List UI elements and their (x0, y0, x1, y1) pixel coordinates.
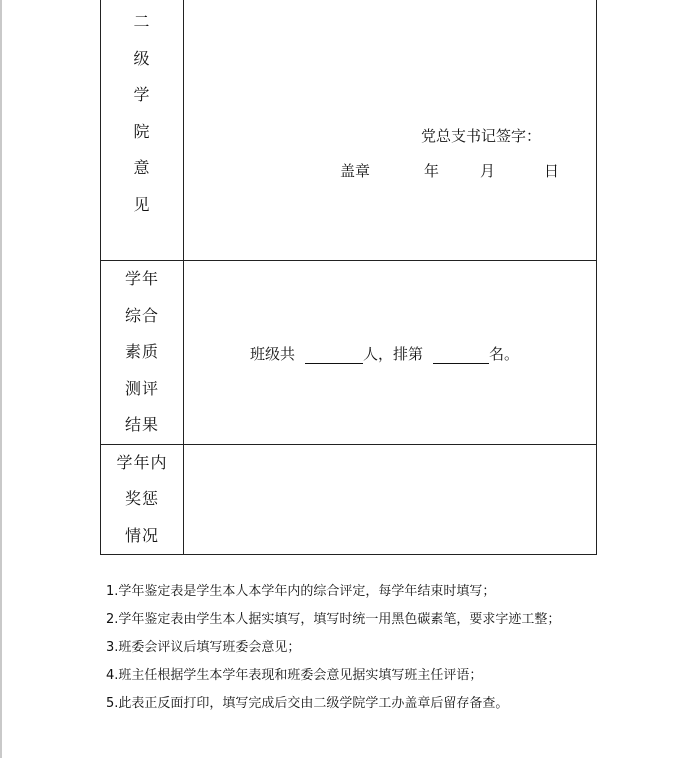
label-char: 见 (133, 194, 151, 214)
label-char: 学年内 (116, 452, 168, 472)
instructions-notes (106, 578, 560, 718)
note-item: 2.学年鉴定表由学生本人据实填写，填写时统一用黑色碳素笔，要求字迹工整； (106, 612, 561, 627)
label-char: 院 (133, 121, 151, 141)
label-char: 学年 (124, 269, 159, 288)
label-char: 结果 (124, 415, 159, 434)
label-char: 二 (133, 12, 151, 31)
note-item: 1.学年鉴定表是学生本人本学年内的综合评定，每学年结束时填写； (106, 584, 496, 599)
label-char: 意 (133, 158, 151, 177)
year-label: 年 (424, 162, 440, 180)
day-label: 日 (544, 162, 560, 180)
class-rank-line (250, 343, 519, 364)
rewards-row (101, 444, 597, 555)
seal-date-line (340, 160, 559, 181)
college-opinion-field[interactable] (184, 0, 597, 261)
class-size-blank[interactable] (305, 347, 363, 364)
label-char: 奖惩 (124, 489, 159, 508)
class-total-prefix: 班级共 (250, 345, 296, 363)
label-char: 测评 (124, 378, 159, 398)
rank-blank[interactable] (433, 347, 489, 364)
college-opinion-label (101, 0, 184, 261)
quality-result-row (101, 261, 597, 445)
seal-label: 盖章 (340, 162, 371, 180)
rank-middle-text: 人，排第 (363, 345, 424, 363)
label-char: 素质 (124, 342, 159, 361)
label-char: 综合 (124, 305, 159, 325)
label-char: 级 (133, 48, 151, 68)
rewards-field[interactable] (184, 444, 597, 555)
quality-result-label (101, 261, 184, 445)
note-item: 4.班主任根据学生本学年表现和班委会意见据实填写班主任评语； (106, 668, 483, 683)
page-edge (0, 0, 2, 758)
note-item: 5.此表正反面打印，填写完成后交由二级学院学工办盖章后留存备查。 (106, 696, 509, 711)
quality-result-field (184, 261, 597, 445)
note-item: 3.班委会评议后填写班委会意见； (106, 640, 301, 655)
rewards-label (101, 444, 184, 555)
label-char: 情况 (124, 525, 159, 545)
label-char: 学 (133, 85, 151, 104)
appraisal-form-table (100, 0, 597, 555)
college-opinion-row (101, 0, 597, 261)
month-label: 月 (480, 162, 496, 180)
rank-suffix: 名。 (489, 345, 520, 363)
secretary-signature-label: 党总支书记签字： (421, 127, 542, 145)
